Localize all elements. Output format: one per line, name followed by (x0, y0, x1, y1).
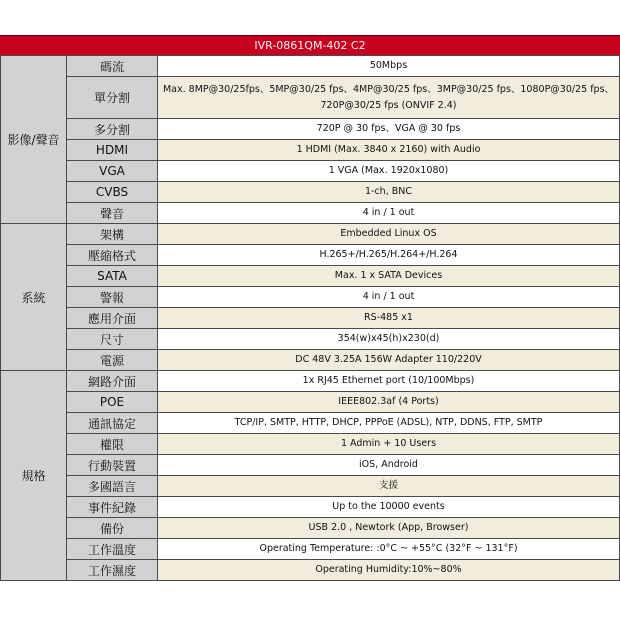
spec-label: 網路介面 (67, 371, 158, 392)
spec-label: 尺寸 (67, 329, 158, 350)
spec-value: 354(w)x45(h)x230(d) (158, 329, 620, 350)
spec-value: 720P @ 30 fps、VGA @ 30 fps (158, 119, 620, 140)
spec-row (1, 245, 620, 266)
spec-value: 1x RJ45 Ethernet port (10/100Mbps) (158, 371, 620, 392)
spec-label: 通訊協定 (67, 413, 158, 434)
spec-value: 1 VGA (Max. 1920x1080) (158, 161, 620, 182)
spec-value: Operating Humidity:10%~80% (158, 560, 620, 581)
spec-value: Max. 8MP@30/25fps、5MP@30/25 fps、4MP@30/25 fps、3MP@30/25 fps、1080P@30/25 fps、720P@30/25 fps (ONVIF 2.4) (158, 77, 620, 119)
spec-value: iOS, Android (158, 455, 620, 476)
spec-row (1, 56, 620, 77)
spec-row (1, 497, 620, 518)
group-label: 影像/聲音 (1, 56, 67, 224)
spec-label: 碼流 (67, 56, 158, 77)
spec-value: Operating Temperature: :0°C ~ +55°C (32°F ~ 131°F) (158, 539, 620, 560)
spec-label: 備份 (67, 518, 158, 539)
spec-label: 單分割 (67, 77, 158, 119)
spec-label: SATA (67, 266, 158, 287)
spec-row (1, 203, 620, 224)
spec-row (1, 455, 620, 476)
spec-row (1, 77, 620, 119)
spec-label: 行動裝置 (67, 455, 158, 476)
spec-row (1, 266, 620, 287)
spec-row (1, 161, 620, 182)
spec-label: 電源 (67, 350, 158, 371)
spec-row (1, 224, 620, 245)
spec-value: Max. 1 x SATA Devices (158, 266, 620, 287)
spec-label: 聲音 (67, 203, 158, 224)
spec-row (1, 308, 620, 329)
spec-row (1, 518, 620, 539)
spec-row (1, 392, 620, 413)
spec-value: Up to the 10000 events (158, 497, 620, 518)
spec-label: CVBS (67, 182, 158, 203)
spec-value: 1 HDMI (Max. 3840 x 2160) with Audio (158, 140, 620, 161)
group-label: 規格 (1, 371, 67, 581)
spec-label: 權限 (67, 434, 158, 455)
spec-value: DC 48V 3.25A 156W Adapter 110/220V (158, 350, 620, 371)
spec-row (1, 119, 620, 140)
spec-label: POE (67, 392, 158, 413)
model-title: IVR-0861QM-402 C2 (0, 35, 620, 55)
spec-row (1, 182, 620, 203)
spec-value: 1 Admin + 10 Users (158, 434, 620, 455)
spec-value: 4 in / 1 out (158, 203, 620, 224)
spec-row (1, 476, 620, 497)
spec-label: 架構 (67, 224, 158, 245)
group-label: 系統 (1, 224, 67, 371)
spec-row (1, 413, 620, 434)
spec-label: 應用介面 (67, 308, 158, 329)
spec-row (1, 350, 620, 371)
spec-table-body (1, 56, 620, 581)
spec-value: 50Mbps (158, 56, 620, 77)
spec-label: 多國語言 (67, 476, 158, 497)
spec-label: 警報 (67, 287, 158, 308)
spec-value: IEEE802.3af (4 Ports) (158, 392, 620, 413)
spec-table (0, 55, 620, 581)
spec-value: Embedded Linux OS (158, 224, 620, 245)
spec-value: 4 in / 1 out (158, 287, 620, 308)
spec-row (1, 140, 620, 161)
spec-label: 工作溫度 (67, 539, 158, 560)
spec-row (1, 539, 620, 560)
spec-label: 壓縮格式 (67, 245, 158, 266)
spec-value: TCP/IP, SMTP, HTTP, DHCP, PPPoE (ADSL), NTP, DDNS, FTP, SMTP (158, 413, 620, 434)
spec-row (1, 434, 620, 455)
spec-row (1, 560, 620, 581)
spec-value: H.265+/H.265/H.264+/H.264 (158, 245, 620, 266)
spec-label: 工作濕度 (67, 560, 158, 581)
spec-label: 多分割 (67, 119, 158, 140)
spec-value: 支援 (158, 476, 620, 497)
spec-sheet (0, 35, 620, 581)
spec-row (1, 371, 620, 392)
spec-value: RS-485 x1 (158, 308, 620, 329)
spec-value: USB 2.0 , Newtork (App, Browser) (158, 518, 620, 539)
spec-row (1, 287, 620, 308)
spec-label: 事件紀錄 (67, 497, 158, 518)
spec-label: HDMI (67, 140, 158, 161)
spec-row (1, 329, 620, 350)
spec-value: 1-ch, BNC (158, 182, 620, 203)
spec-label: VGA (67, 161, 158, 182)
